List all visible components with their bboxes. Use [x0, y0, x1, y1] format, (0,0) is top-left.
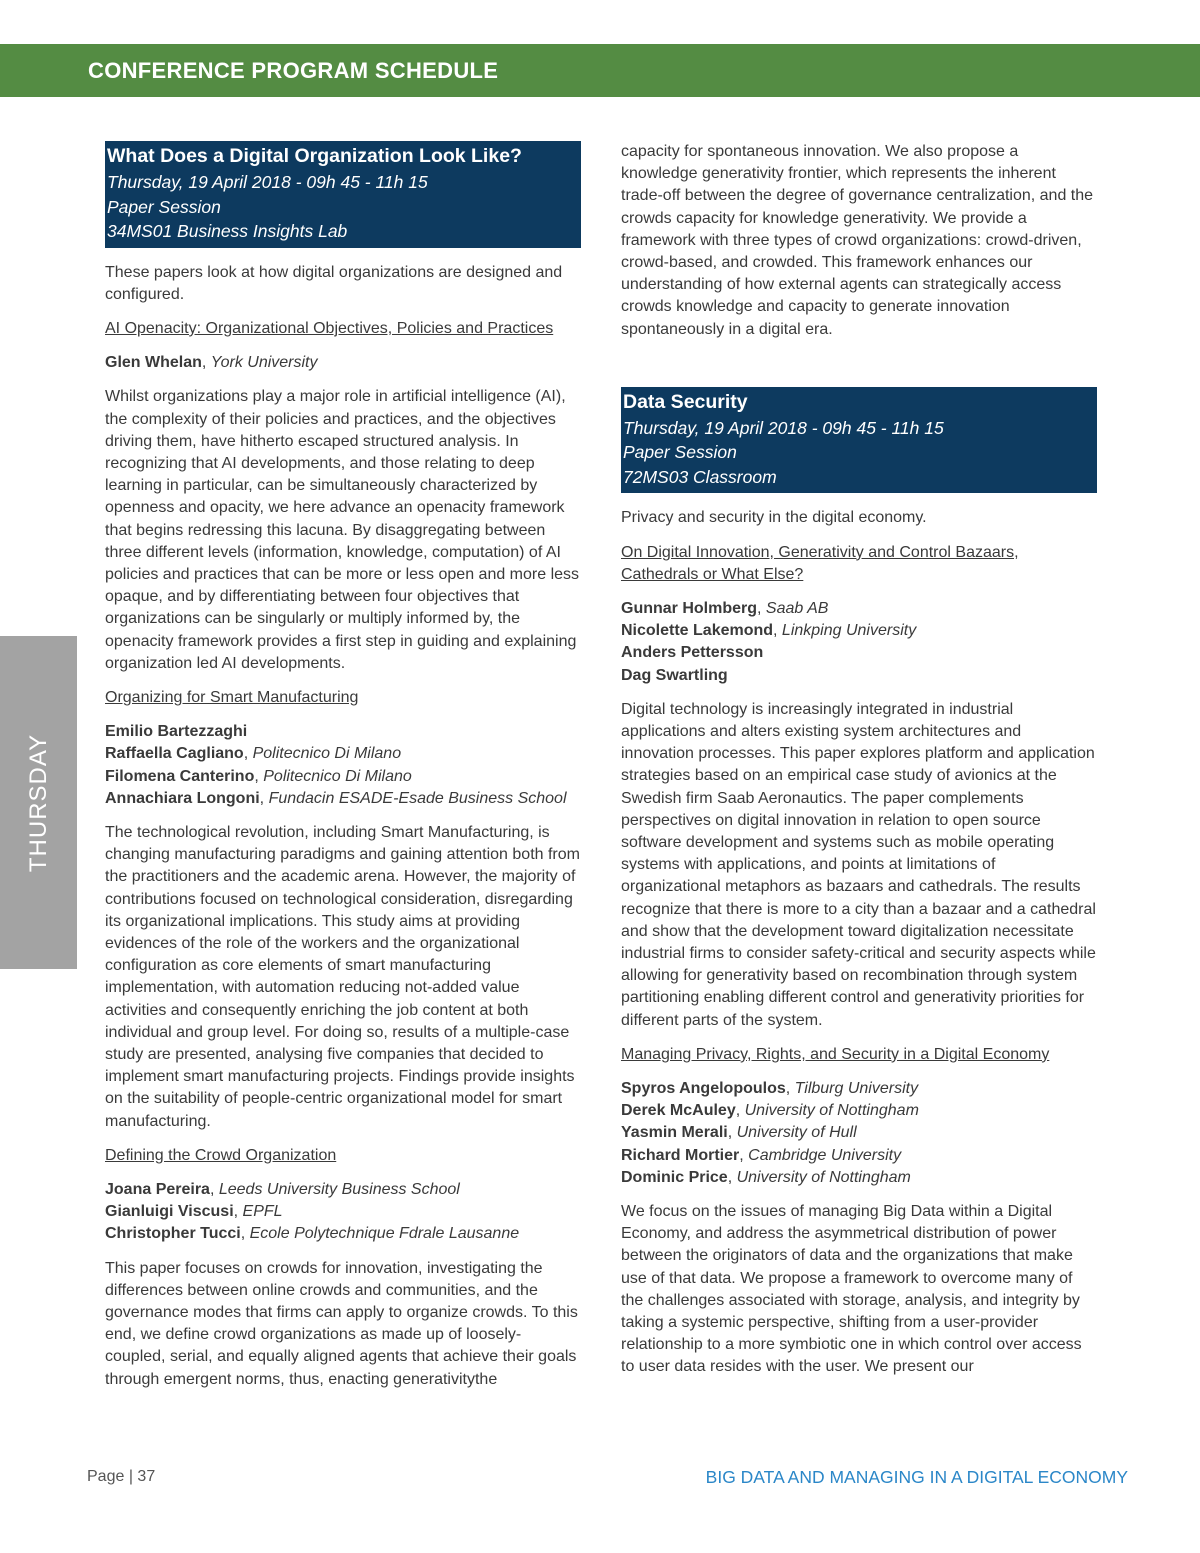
- author-name: Dominic Price: [621, 1168, 728, 1186]
- author-name: Yasmin Merali: [621, 1124, 728, 1142]
- paper-title: AI Openacity: Organizational Objectives, Policies and Practices: [105, 319, 554, 337]
- author-affiliation: Ecole Polytechnique Fdrale Lausanne: [249, 1225, 520, 1243]
- abstract-continuation: capacity for spontaneous innovation. We also propose a knowledge generativity frontier, which represents the inherent trade-off between the degree of governance centralization, and the crowds capacity for knowledge generativity. We provide a framework with three types of crowd organizations: crowd-driven, crowd-based, and crowded. This framework enhances our understanding of how external agents can strategically access crowds knowledge and capacity to generate innovation spontaneously in a digital era.: [621, 143, 1094, 338]
- paper-title: On Digital Innovation, Generativity and Control Bazaars, Cathedrals or What Else?: [621, 543, 1019, 583]
- paper-entry: [621, 1044, 1097, 1379]
- author-name: Glen Whelan: [105, 354, 202, 372]
- paper-entry: [105, 318, 581, 675]
- author-line: Raffaella Cagliano, Politecnico Di Milano: [105, 745, 402, 763]
- day-side-tab-label: THURSDAY: [24, 733, 52, 872]
- author-line: Gunnar Holmberg, Saab AB: [621, 599, 829, 617]
- author-list: [621, 1078, 1097, 1189]
- author-line: [621, 665, 1097, 687]
- session-room: 34MS01 Business Insights Lab: [107, 221, 348, 241]
- author-name: Annachiara Longoni: [105, 789, 260, 807]
- author-name: Christopher Tucci: [105, 1225, 241, 1243]
- author-line: Spyros Angelopoulos, Tilburg University: [621, 1080, 919, 1097]
- session-type: Paper Session: [107, 196, 221, 217]
- author-affiliation: University of Nottingham: [736, 1168, 911, 1186]
- author-line: Richard Mortier, Cambridge University: [621, 1146, 902, 1164]
- author-line: Christopher Tucci, Ecole Polytechnique Fdrale Lausanne: [105, 1225, 520, 1243]
- paper-abstract: We focus on the issues of managing Big Data within a Digital Economy, and address the asymmetrical distribution of power between the originators of data and the organizations that make use of that data. We propose a framework to overcome many of the challenges associated with storage, analysis, and integrity by taking a systemic perspective, shifting from a user-provider relationship to a more symbiotic one in which control over access to user data resides with the user. We present our: [621, 1203, 1082, 1376]
- author-affiliation: University of Nottingham: [744, 1102, 919, 1120]
- author-list: [105, 721, 581, 810]
- author-name: Gianluigi Viscusi: [105, 1203, 234, 1221]
- author-affiliation: Linkping University: [781, 622, 917, 640]
- author-name: Emilio Bartezzaghi: [105, 723, 248, 741]
- paper-abstract: This paper focuses on crowds for innovation, investigating the differences between online crowds and communities, and the governance modes that firms can apply to organize crowds. To this end, we define crowd organizations as made up of loosely-coupled, serial, and equally aligned agents that achieve their goals through emergent norms, thus, enacting generativitythe: [105, 1259, 578, 1388]
- paper-abstract: The technological revolution, including Smart Manufacturing, is changing manufacturing paradigms and gaining attention both from the practitioners and the academic arena. However, the majority of contributions focused on technological consideration, disregarding its organizational implications. This study aims at providing evidences of the role of the workers and the organizational configuration as core elements of smart manufacturing implementation, with automation reducing not-added value activities and consequently enriching the job content at both individual and group level. For doing so, results of a multiple-case study are presented, analysing five companies that decided to implement smart manufacturing projects. Findings provide insights on the suitability of people-centric organizational model for smart manufacturing.: [105, 823, 580, 1130]
- right-column: [621, 141, 1097, 1391]
- author-affiliation: Politecnico Di Milano: [263, 767, 412, 785]
- author-list: [621, 598, 1097, 687]
- author-line: Nicolette Lakemond, Linkping University: [621, 622, 917, 640]
- page-number: Page | 37: [87, 1468, 156, 1485]
- header-bar: [0, 44, 1200, 97]
- author-affiliation: Politecnico Di Milano: [252, 745, 402, 763]
- author-line: [105, 721, 581, 743]
- author-list: [105, 1179, 581, 1246]
- author-name: Raffaella Cagliano: [105, 745, 244, 763]
- paper-title: Managing Privacy, Rights, and Security in a Digital Economy: [621, 1045, 1050, 1063]
- author-line: Derek McAuley, University of Nottingham: [621, 1102, 919, 1120]
- author-line: Joana Pereira, Leeds University Business School: [105, 1181, 460, 1199]
- author-name: Filomena Canterino: [105, 767, 255, 785]
- left-column: [105, 141, 581, 1403]
- paper-title: Defining the Crowd Organization: [105, 1146, 337, 1164]
- paper-entry: [105, 1145, 581, 1391]
- session-title: Data Security: [623, 390, 748, 413]
- author-affiliation: Fundacin ESADE-Esade Business School: [268, 789, 567, 807]
- session-title: What Does a Digital Organization Look Like?: [107, 145, 522, 167]
- author-affiliation: York University: [210, 354, 318, 372]
- paper-title: Organizing for Smart Manufacturing: [105, 688, 359, 706]
- author-list: [105, 352, 581, 374]
- author-line: Glen Whelan, York University: [105, 354, 318, 372]
- author-line: Gianluigi Viscusi, EPFL: [105, 1203, 283, 1221]
- session-time: Thursday, 19 April 2018 - 09h 45 - 11h 15: [107, 172, 428, 192]
- session-type: Paper Session: [623, 442, 737, 463]
- session-intro: These papers look at how digital organizations are designed and configured.: [105, 263, 563, 303]
- author-name: Spyros Angelopoulos: [621, 1080, 786, 1097]
- session-header-box: [105, 141, 581, 248]
- author-line: Filomena Canterino, Politecnico Di Milano: [105, 767, 412, 785]
- author-name: Derek McAuley: [621, 1102, 736, 1120]
- session-room: 72MS03 Classroom: [623, 466, 777, 487]
- author-line: Yasmin Merali, University of Hull: [621, 1124, 857, 1142]
- author-affiliation: Saab AB: [765, 599, 829, 617]
- author-name: Dag Swartling: [621, 666, 728, 684]
- author-affiliation: Tilburg University: [794, 1080, 919, 1097]
- session-time: Thursday, 19 April 2018 - 09h 45 - 11h 15: [623, 417, 944, 438]
- paper-entry: [105, 687, 581, 1133]
- paper-entry: [621, 542, 1097, 1032]
- footer-publication-title: BIG DATA AND MANAGING IN A DIGITAL ECONOMY: [705, 1467, 1128, 1487]
- session-intro: Privacy and security in the digital economy.: [621, 509, 927, 527]
- author-name: Nicolette Lakemond: [621, 622, 774, 640]
- paper-abstract: Digital technology is increasingly integrated in industrial applications and alters existing system architectures and innovation processes. This paper explores platform and application strategies based on an empirical case study of avionics at the Swedish firm Saab Aeronautics. The paper complements perspectives on digital innovation in relation to open source software development and systems such as mobile operating systems with applications, and points at limitations of organizational metaphors as bazaars and cathedrals. The results recognize that there is more to a city than a bazaar and a cathedral and show that the development toward digitalization necessitate industrial firms to consider safety-critical and security aspects while allowing for generativity based on recombination through system partitioning enabling different control and generativity priorities for different parts of the system.: [621, 700, 1096, 1029]
- author-affiliation: EPFL: [242, 1203, 283, 1221]
- author-name: Gunnar Holmberg: [621, 599, 758, 617]
- author-line: Dominic Price, University of Nottingham: [621, 1168, 911, 1186]
- author-affiliation: Leeds University Business School: [218, 1181, 460, 1199]
- paper-abstract: Whilst organizations play a major role in artificial intelligence (AI), the complexity of their policies and practices, and the objectives driving them, have hitherto escaped structured analysis. In recognizing that AI developments, and those relating to deep learning in particular, can be simultaneously characterized by openness and opacity, we here advance an openacity framework that begins redressing this lacuna. By disaggregating between three different levels (information, knowledge, computation) of AI policies and practices that can be more or less open and more less opaque, and by differentiating between four objectives that organizations can be singularly or multiply informed by, the openacity framework provides a first step in guiding and explaining organization led AI developments.: [105, 388, 580, 672]
- author-line: [621, 642, 1097, 664]
- day-side-tab: [0, 636, 77, 969]
- author-affiliation: University of Hull: [736, 1124, 857, 1142]
- page-header-title: CONFERENCE PROGRAM SCHEDULE: [88, 58, 499, 83]
- author-affiliation: Cambridge University: [748, 1146, 902, 1164]
- author-line: Annachiara Longoni, Fundacin ESADE-Esade Business School: [105, 789, 567, 807]
- author-name: Joana Pereira: [105, 1181, 210, 1199]
- session-header-box: [621, 387, 1097, 494]
- author-name: Anders Pettersson: [621, 644, 764, 662]
- author-name: Richard Mortier: [621, 1146, 740, 1164]
